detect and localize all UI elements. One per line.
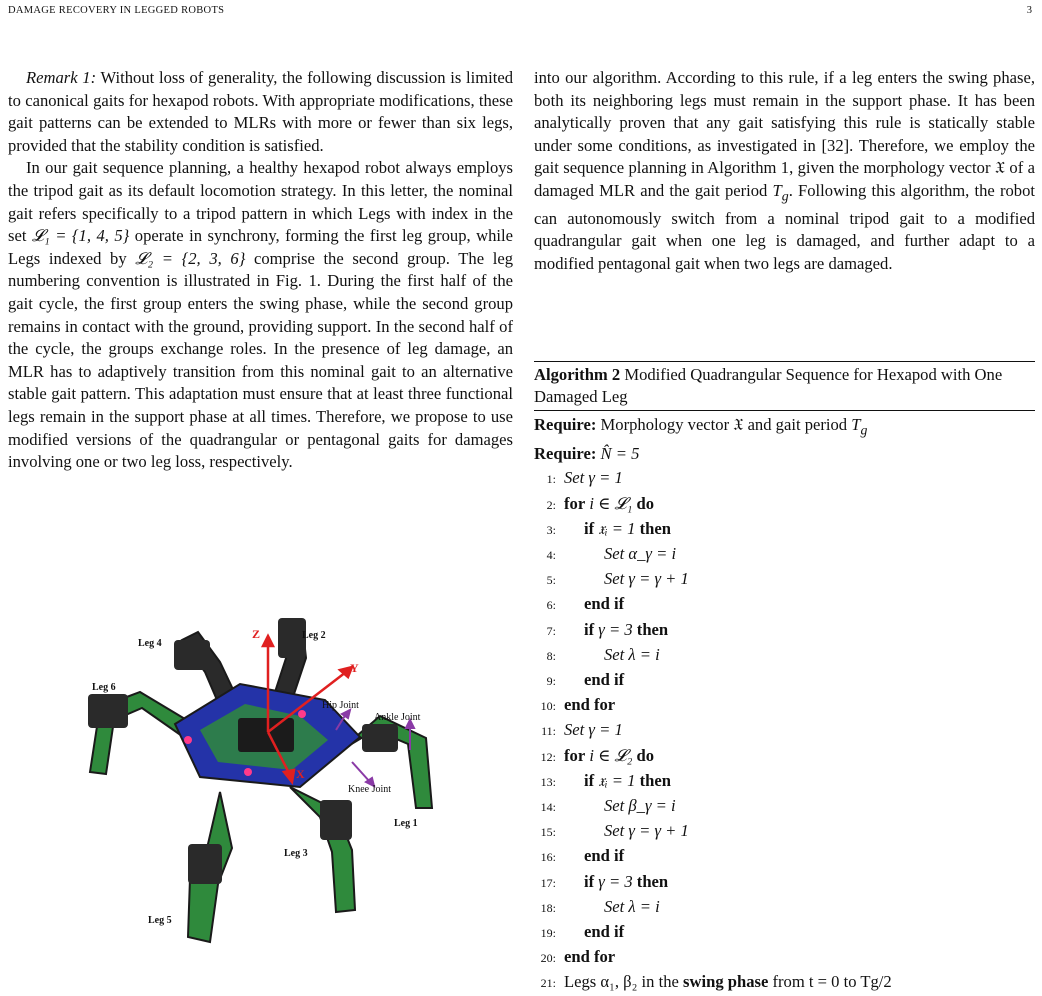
ankle-joint-label: Ankle Joint <box>374 712 421 723</box>
algorithm-title <box>534 362 1035 410</box>
leg-1-label: Leg 1 <box>394 818 418 829</box>
algorithm-line: 14: Set β_γ = i <box>540 795 676 815</box>
knee-joint-label: Knee Joint <box>348 784 392 795</box>
algorithm-line: 19: end if <box>540 921 625 941</box>
algorithm-title-text: Modified Quadrangular Sequence for Hexapod with One Damaged Leg <box>534 365 1003 406</box>
leg-1-servo <box>362 724 398 752</box>
gait-text-b: operate in synchrony, forming the first leg group, while Legs indexed by <box>8 226 514 268</box>
algorithm-line: 13: if 𝔵ᵢ = 1 then <box>540 770 671 790</box>
algorithm-line: 16: end if <box>540 846 625 866</box>
status-led <box>184 736 192 744</box>
page-number: 3 <box>1026 5 1032 16</box>
leg-5-servo <box>188 844 222 884</box>
algorithm-mid-rule <box>534 410 1035 411</box>
remark-paragraph <box>8 67 513 157</box>
gait-text-a: In our gait sequence planning, a healthy hexapod robot always employs the tripod gait as its default locomotion strategy. In this letter, the nominal gait refers specifically to a tripod pattern in which Legs with index in the set <box>8 158 513 246</box>
hip-joint-label: Hip Joint <box>322 700 359 711</box>
algorithm-line: 17: if γ = 3 then <box>540 871 669 891</box>
axis-x-label: X <box>296 767 305 781</box>
algorithm-line: 2: for i ∈ 𝓛₁ do <box>546 493 655 513</box>
leg-5-label: Leg 5 <box>148 915 172 926</box>
running-head: DAMAGE RECOVERY IN LEGGED ROBOTS <box>8 5 225 16</box>
leg-4-servo <box>174 640 210 670</box>
rule-text-b: of a damaged MLR and the gait period <box>534 158 1035 200</box>
algorithm-label: Algorithm 2 <box>534 365 621 384</box>
right-column <box>534 67 1035 276</box>
remark-text: Without loss of generality, the following discussion is limited to canonical gaits for hexapod robots. With appropriate modifications, these gait patterns can be extended to MLRs with more or fewer than six legs, provided that the stability condition is satisfied. <box>8 68 513 155</box>
morphology-symbol: 𝔛 <box>994 158 1006 178</box>
algorithm-line: 10: end for <box>540 695 616 715</box>
status-led <box>244 768 252 776</box>
algorithm-line-21: 21: Legs α₁, β₂ in the swing phase from t = 0 to Tg/2 <box>540 972 892 992</box>
algorithm-line: 20: end for <box>540 947 616 967</box>
robot-control-board <box>238 718 294 752</box>
leg-3-servo <box>320 800 352 840</box>
algorithm-line: 15: Set γ = γ + 1 <box>540 821 689 841</box>
axis-y-label: Y <box>350 661 359 675</box>
remark-label: Remark 1: <box>26 68 97 87</box>
algorithm-lines <box>534 466 1035 970</box>
algorithm-require-2: Require: N̂ = 5 <box>534 444 640 464</box>
leg-set-2: 𝓛₂ = {2, 3, 6} <box>135 248 246 268</box>
gait-paragraph <box>8 157 513 473</box>
algorithm-line: 4: Set α_γ = i <box>546 543 677 563</box>
left-column <box>8 67 513 474</box>
robot-figure <box>70 612 450 962</box>
algorithm-line: 11: Set γ = 1 <box>541 720 623 740</box>
status-led <box>298 710 306 718</box>
leg-4-label: Leg 4 <box>138 638 162 649</box>
rule-text-a: into our algorithm. According to this rule, if a leg enters the swing phase, both its neighboring legs must remain in the support phase. It has been analytically proven that any gait satisfying this rule is statically stable under some conditions, as investigated in [32]. Therefore, we employ the gait sequence planning in Algorithm 1, given the morphology vector <box>534 68 1035 178</box>
algorithm-line: 8: Set λ = i <box>546 644 660 664</box>
leg-6-label: Leg 6 <box>92 682 116 693</box>
leg-2-label: Leg 2 <box>302 630 326 641</box>
rule-text-c: . Following this algorithm, the robot can autonomously switch from a nominal tripod gait to a modified quadrangular gait when one leg is damaged, and further adapt to a modified pentagonal gait when two legs are damaged. <box>534 180 1035 274</box>
leg-3-label: Leg 3 <box>284 848 308 859</box>
leg-set-1: 𝓛₁ = {1, 4, 5} <box>31 226 130 246</box>
algorithm-line: 5: Set γ = γ + 1 <box>546 569 689 589</box>
algorithm-line: 12: for i ∈ 𝓛₂ do <box>540 745 655 765</box>
algorithm-require-1: Require: Morphology vector 𝔛 and gait period $T_g$ <box>534 415 868 438</box>
algorithm-line: 3: if 𝔵ᵢ = 1 then <box>546 518 671 538</box>
gait-period-symbol: $T_g$ <box>772 180 789 204</box>
algorithm-box <box>534 361 1035 996</box>
leg-6-servo <box>88 694 128 728</box>
algorithm-line: 6: end if <box>546 594 625 614</box>
gait-text-c: comprise the second group. The leg numbering convention is illustrated in Fig. 1. During the first half of the gait cycle, the first group enters the swing phase, while the second group remains in contact with the ground, providing support. In the second half of the cycle, the groups exchange roles. In the presence of leg damage, an MLR has to adaptively transition from this nominal gait to an alternative stable gait pattern. This adaptation must ensure that at least three functional legs remain in the support phase at all times. Therefore, we propose to use modified versions of the quadrangular or pentagonal gaits for damages involving one or two leg loss, respectively. <box>8 248 513 472</box>
algorithm-line: 7: if γ = 3 then <box>546 619 669 639</box>
algorithm-line: 9: end if <box>546 669 625 689</box>
algorithm-line: 18: Set λ = i <box>540 896 660 916</box>
algorithm-line: 1: Set γ = 1 <box>546 468 623 488</box>
axis-z-label: Z <box>252 627 261 641</box>
rule-paragraph <box>534 67 1035 276</box>
